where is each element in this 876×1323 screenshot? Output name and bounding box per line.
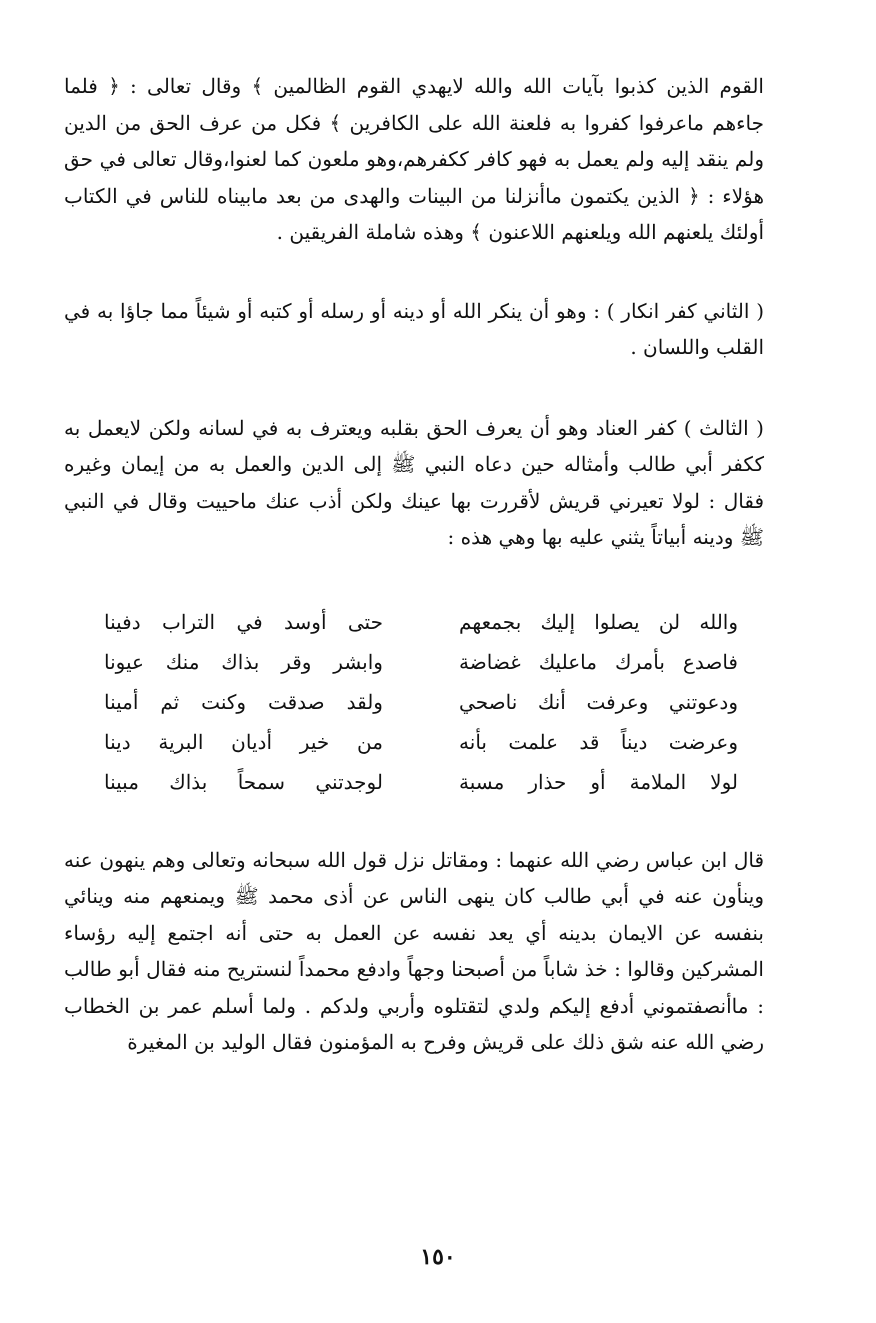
verse-first-hemistich: لولا الملامة أو حذار مسبة — [459, 769, 738, 794]
verse-second-hemistich: ولقد صدقت وكنت ثم أمينا — [104, 689, 383, 714]
poem-verse — [104, 642, 738, 682]
paragraph-4: قال ابن عباس رضي الله عنهما : ومقاتل نزل قول الله سبحانه وتعالى وهم ينهون عنه وينأون عنه في أبي طالب كان ينهى الناس عن أذى محمد ﷺ ويمنعهم منه وينائي بنفسه عن الايمان بدينه أي يعد نفسه عن العمل به حتى أنه اجتمع إليه رؤساء المشركين وقالوا : خذ شاباً من أصبحنا وجهاً وادفع محمداً لنستريح منه فقال أبو طالب : ماأنصفتموني أدفع إليكم ولدي لتقتلوه وأربي ولدكم . ولما أسلم عمر بن الخطاب رضي الله عنه شق ذلك على قريش وفرح به المؤمنون فقال الوليد بن المغيرة — [64, 847, 764, 1054]
verse-second-hemistich: وابشر وقر بذاك منك عيونا — [104, 649, 383, 674]
verse-first-hemistich: وعرضت ديناً قد علمت بأنه — [459, 729, 738, 754]
verse-second-hemistich: من خير أديان البرية دينا — [104, 729, 383, 754]
poem-verse — [104, 602, 738, 642]
poem-verse — [104, 682, 738, 722]
page-number: ١٥٠ — [420, 1244, 456, 1270]
verse-first-hemistich: والله لن يصلوا إليك بجمعهم — [459, 609, 738, 634]
poem-verse — [104, 762, 738, 802]
verse-first-hemistich: فاصدع بأمرك ماعليك غضاضة — [459, 649, 738, 674]
verse-second-hemistich: لوجدتني سمحاً بذاك مبينا — [104, 769, 383, 794]
paragraph-2: ( الثاني كفر انكار ) : وهو أن ينكر الله أو دينه أو رسله أو كتبه أو شيئاً مما جاؤا به في القلب واللسان . — [64, 298, 765, 359]
verse-second-hemistich: حتى أوسد في التراب دفينا — [104, 609, 383, 634]
paragraph-1: القوم الذين كذبوا بآيات الله والله لايهدي القوم الظالمين ﴾ وقال تعالى : ﴿ فلما جاءهم ماعرفوا كفروا به فلعنة الله على الكافرين ﴾ فكل من عرف الحق من الدين ولم ينقد إليه ولم يعمل به فهو كافر ككفرهم،وهو ملعون كما لعنوا،وقال تعالى في حق هؤلاء : ﴿ الذين يكتمون ماأنزلنا من البينات والهدى من بعد مابيناه للناس في الكتاب أولئك يلعنهم الله ويلعنهم اللاعنون ﴾ وهذه شاملة الفريقين . — [64, 74, 764, 244]
poem-verse — [104, 722, 738, 762]
paragraph-3: ( الثالث ) كفر العناد وهو أن يعرف الحق بقلبه ويعترف به في لسانه ولكن لايعمل به ككفر أبي طالب وأمثاله حين دعاه النبي ﷺ إلى الدين والعمل به من إيمان وغيره فقال : لولا تعيرني قريش لأقررت بها عينك ولكن أذب عنك ماحييت وقال في النبي ﷺ ودينه أبياتاً يثني عليه بها وهي هذه : — [64, 415, 765, 549]
poem — [64, 602, 764, 802]
verse-first-hemistich: ودعوتني وعرفت أنك ناصحي — [459, 689, 738, 714]
